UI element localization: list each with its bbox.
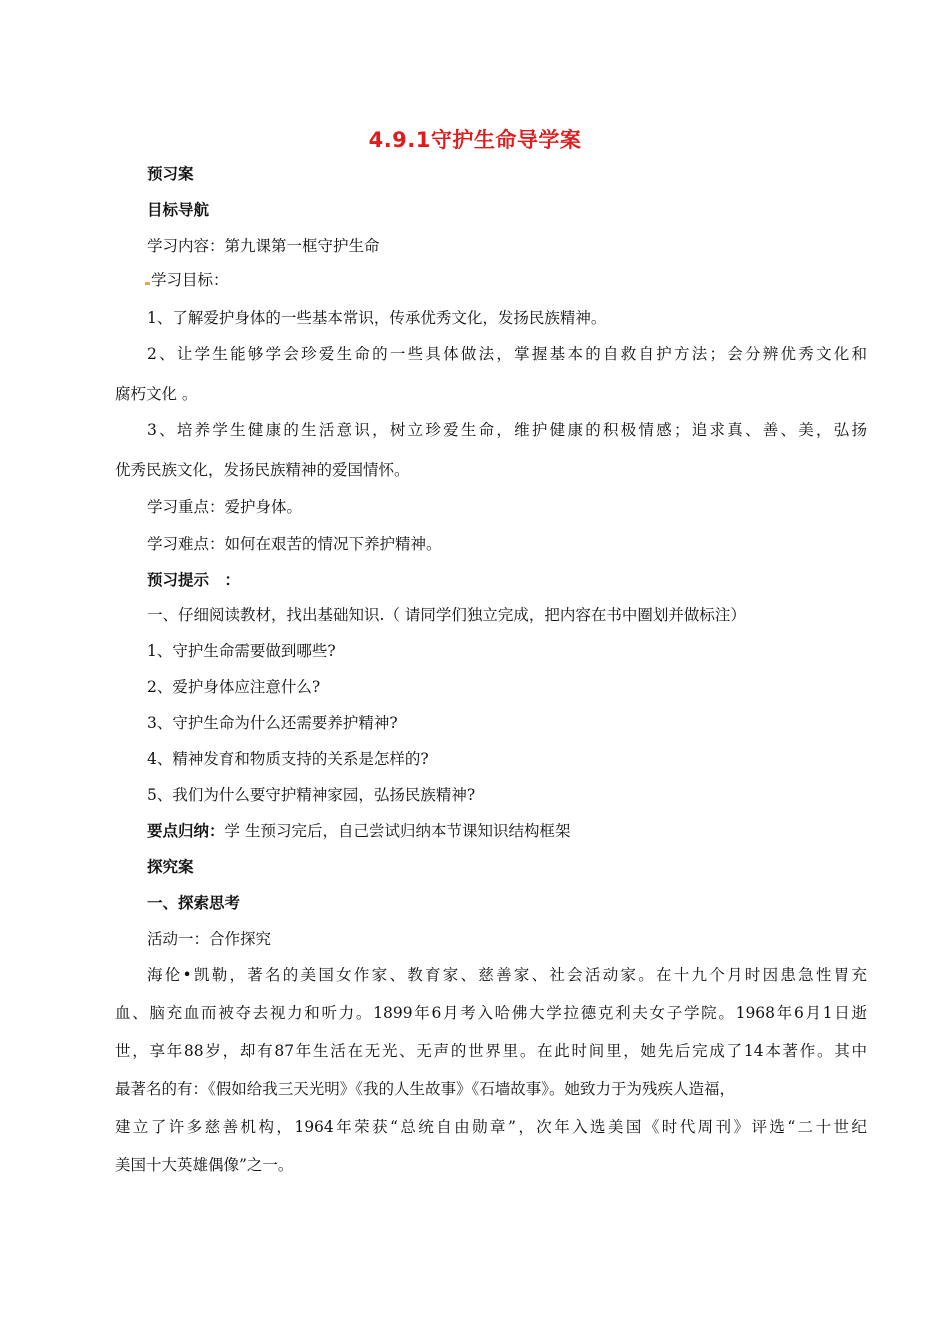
learning-goals-label: 学习目标： (151, 271, 229, 289)
paragraph-line-2: 血、脑充血而被夺去视力和听力。1899年6月考入哈佛大学拉德克利夫女子学院。1968年6月1日逝 (115, 1004, 867, 1022)
summary-row (147, 821, 570, 841)
paragraph-line-1: 海伦•凯勒，著名的美国女作家、教育家、慈善家、社会活动家。在十九个月时因患急性胃充 (147, 966, 867, 984)
edit-mark (145, 282, 150, 285)
question-4: 4、精神发育和物质支持的关系是怎样的? (147, 750, 429, 768)
paragraph-line-4: 最著名的有：《假如给我三天光明》《我的人生故事》《石墙故事》。她致力于为残疾人造福， (115, 1080, 736, 1098)
difficulty: 学习难点：如何在艰苦的情况下养护精神。 (147, 535, 442, 553)
question-2: 2、爱护身体应注意什么? (147, 678, 321, 696)
learning-content: 学习内容：第九课第一框守护生命 (147, 237, 380, 255)
document-title: 4.9.1守护生命导学案 (368, 128, 582, 152)
goal-3-line-1: 3、培养学生健康的生活意识，树立珍爱生命，维护健康的积极情感；追求真、善、美，弘扬 (147, 421, 867, 439)
explore-heading: 探究案 (147, 858, 194, 876)
paragraph-line-5: 建立了许多慈善机构，1964年荣获“总统自由勋章”，次年入选美国《时代周刊》评选“二十世纪 (115, 1118, 867, 1136)
preview-heading: 预习案 (147, 165, 194, 183)
question-1: 1、守护生命需要做到哪些? (147, 642, 336, 660)
key-point: 学习重点：爱护身体。 (147, 498, 303, 516)
goal-2-line-1: 2、让学生能够学会珍爱生命的一些具体做法，掌握基本的自救自护方法；会分辨优秀文化和 (147, 345, 867, 363)
step-one: 一、仔细阅读教材，找出基础知识.（ 请同学们独立完成，把内容在书中圈划并做标注） (147, 606, 746, 624)
goal-2-line-2: 腐朽文化 。 (115, 385, 198, 403)
learning-goals-label-row (145, 270, 229, 290)
paragraph-line-3: 世，享年88岁，却有87年生活在无光、无声的世界里。在此时间里，她先后完成了14本著作。其中 (115, 1042, 867, 1060)
goal-3-line-2: 优秀民族文化，发扬民族精神的爱国情怀。 (115, 461, 410, 479)
goal-1: 1、了解爱护身体的一些基本常识，传承优秀文化，发扬民族精神。 (147, 309, 607, 327)
paragraph-line-6: 美国十大英雄偶像”之一。 (115, 1156, 294, 1174)
explore-subheading: 一、探索思考 (147, 894, 241, 912)
summary-label: 要点归纳： (147, 822, 225, 840)
question-5: 5、我们为什么要守护精神家园，弘扬民族精神? (147, 786, 476, 804)
summary-text: 学 生预习完后，自己尝试归纳本节课知识结构框架 (224, 822, 571, 840)
question-3: 3、守护生命为什么还需要养护精神? (147, 714, 398, 732)
activity-1: 活动一：合作探究 (147, 930, 272, 948)
goal-heading: 目标导航 (147, 201, 210, 219)
preview-tips-heading: 预习提示 ： (147, 571, 241, 589)
